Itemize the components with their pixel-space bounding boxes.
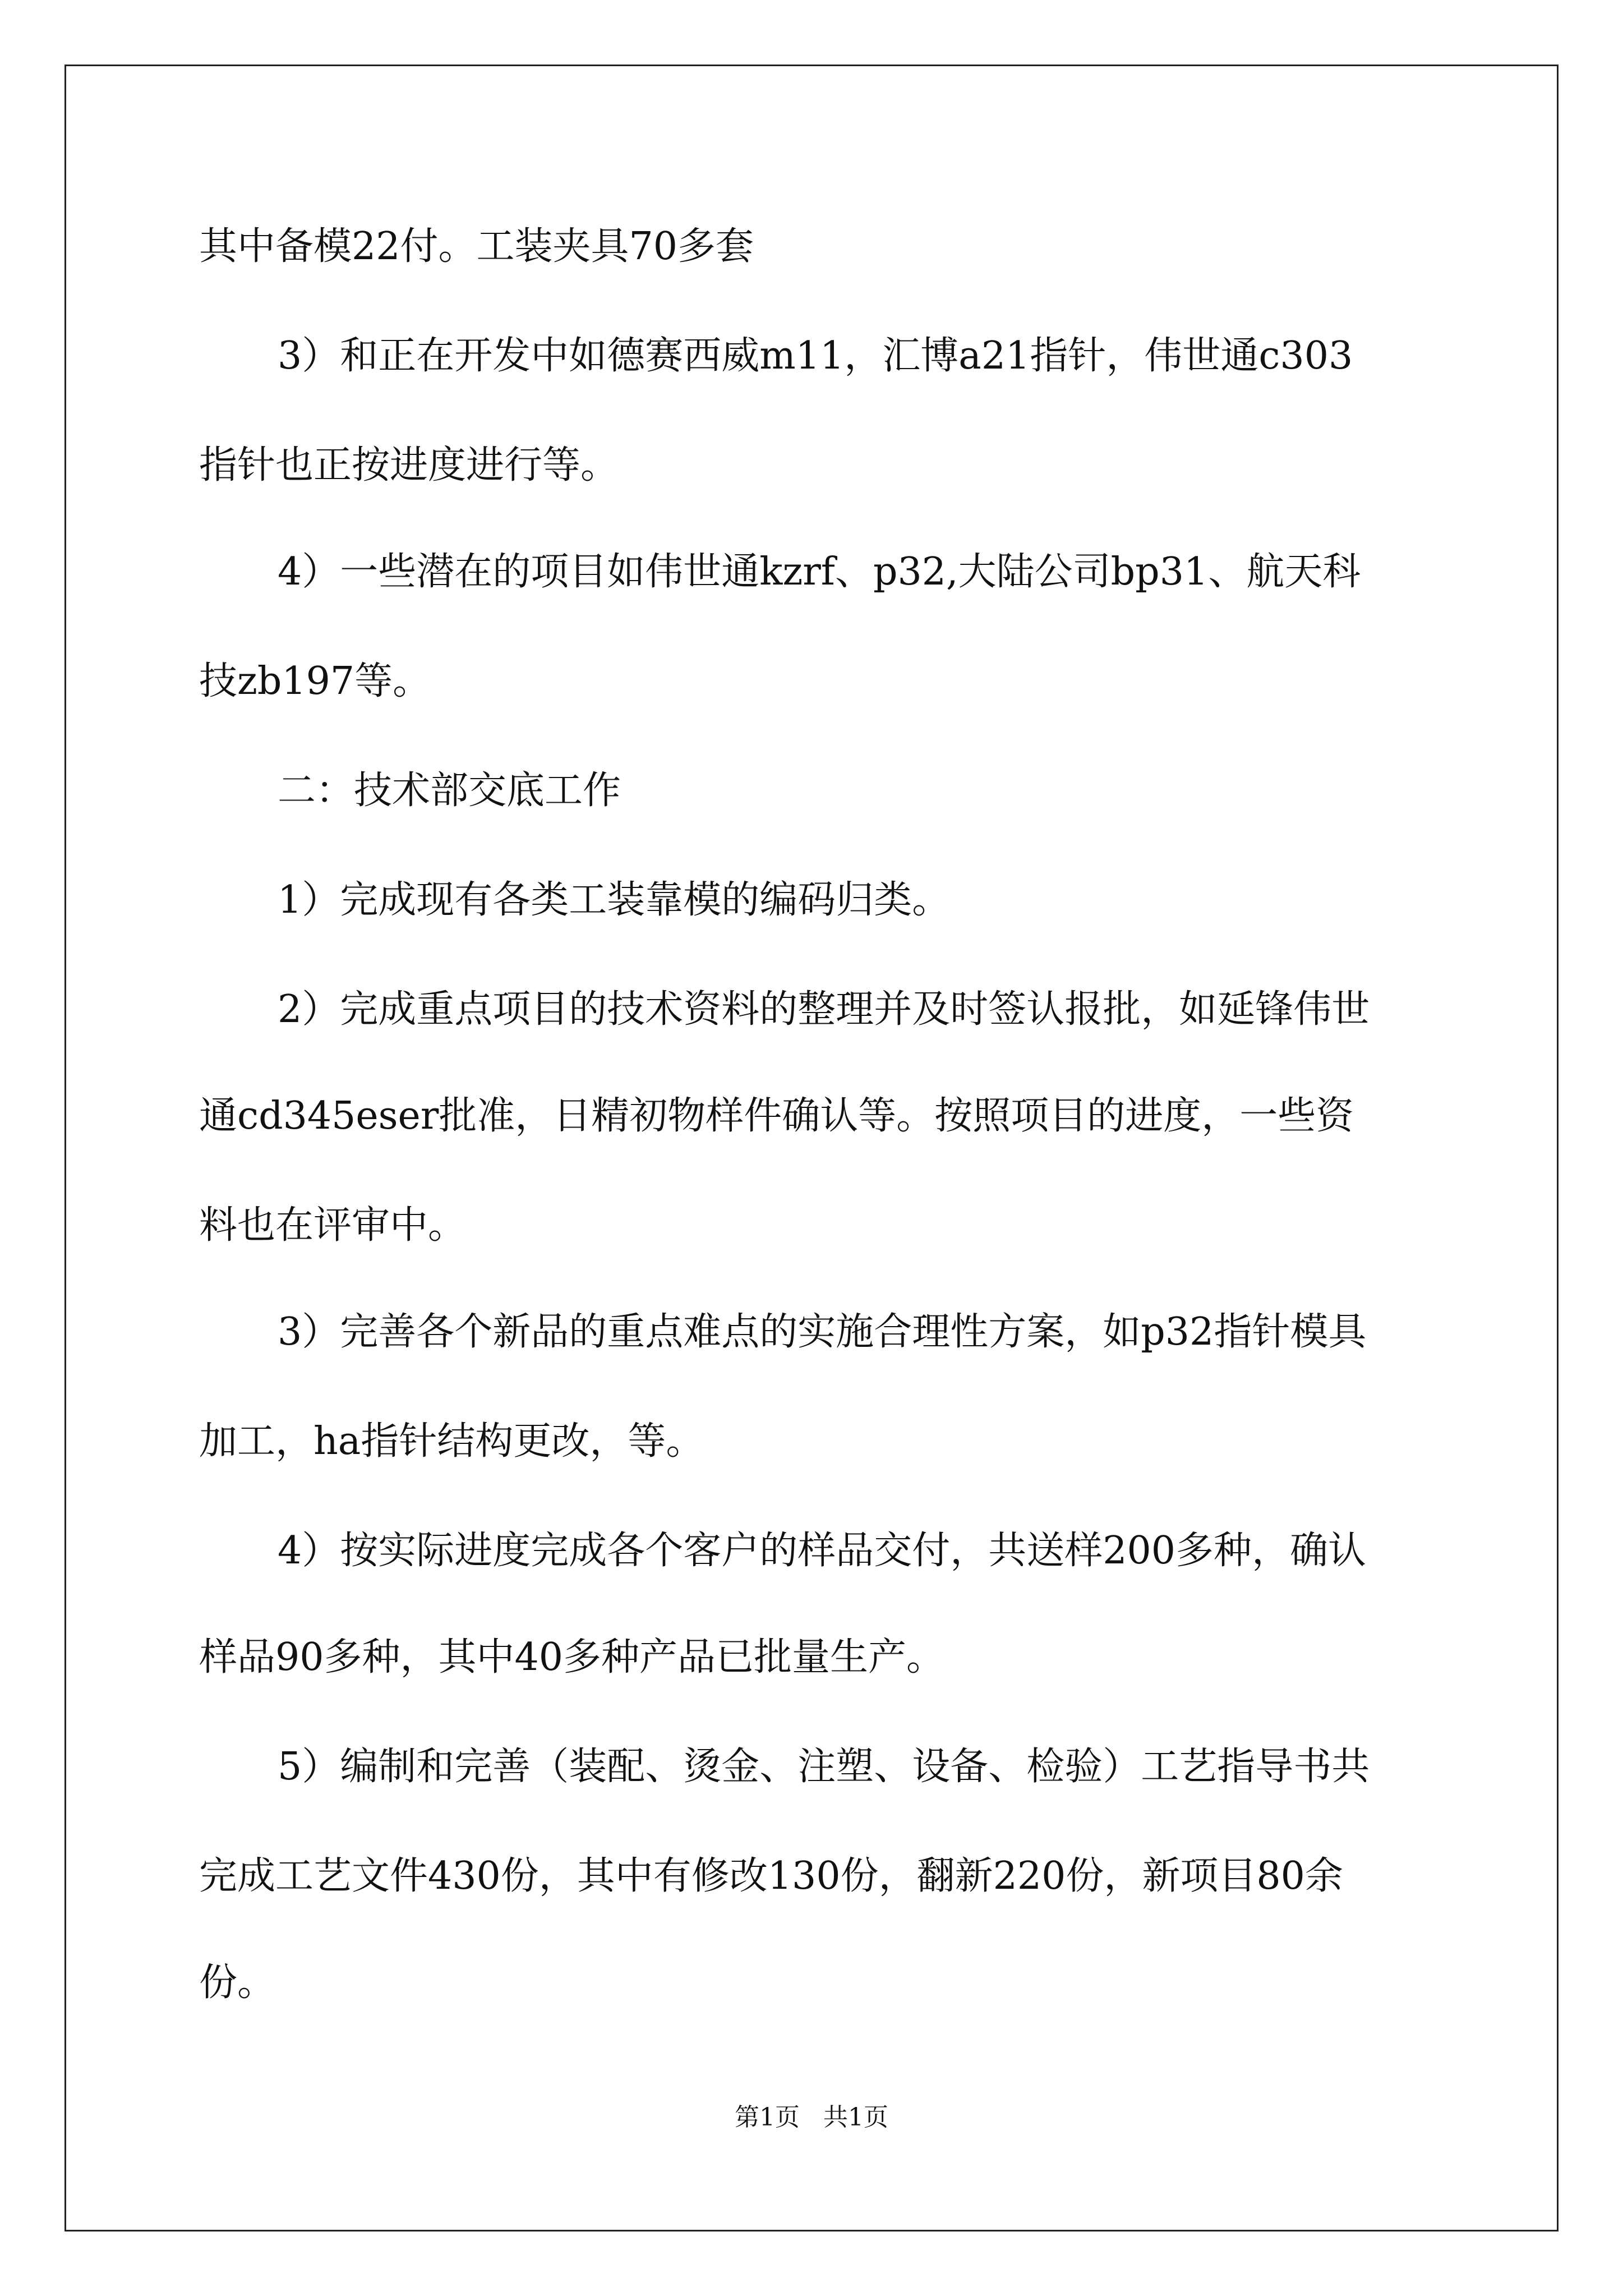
text-line-13: 4）按实际进度完成各个客户的样品交付，共送样200多种，确认 <box>278 1529 1367 1573</box>
text-line-7: 1）完成现有各类工装靠模的编码归类。 <box>278 878 951 922</box>
text-line-2: 3）和正在开发中如德赛西威m11，汇博a21指针，伟世通c303 <box>278 334 1353 378</box>
text-line-1: 其中备模22付。工装夹具70多套 <box>199 224 754 269</box>
text-line-16: 完成工艺文件430份，其中有修改130份，翻新220份，新项目80余 <box>199 1854 1343 1898</box>
text-line-3: 指针也正按进度进行等。 <box>199 443 619 487</box>
page-border <box>64 65 1559 2231</box>
text-line-9: 通cd345eser批准，日精初物样件确认等。按照项目的进度，一些资 <box>199 1094 1354 1138</box>
text-line-4: 4）一些潜在的项目如伟世通kzrf、p32,大陆公司bp31、航天科 <box>278 550 1361 594</box>
text-line-5: 技zb197等。 <box>199 659 431 703</box>
section-heading: 二：技术部交底工作 <box>278 769 621 813</box>
text-line-15: 5）编制和完善（装配、烫金、注塑、设备、检验）工艺指导书共 <box>278 1745 1370 1789</box>
text-line-10: 料也在评审中。 <box>199 1203 467 1248</box>
text-line-12: 加工，ha指针结构更改，等。 <box>199 1419 704 1464</box>
text-line-17: 份。 <box>199 1961 276 2005</box>
text-line-14: 样品90多种，其中40多种产品已批量生产。 <box>199 1635 945 1680</box>
text-line-11: 3）完善各个新品的重点难点的实施合理性方案，如p32指针模具 <box>278 1310 1367 1354</box>
page-number-footer: 第1页 共1页 <box>735 2103 888 2132</box>
text-line-8: 2）完成重点项目的技术资料的整理并及时签认报批，如延锋伟世 <box>278 987 1370 1032</box>
